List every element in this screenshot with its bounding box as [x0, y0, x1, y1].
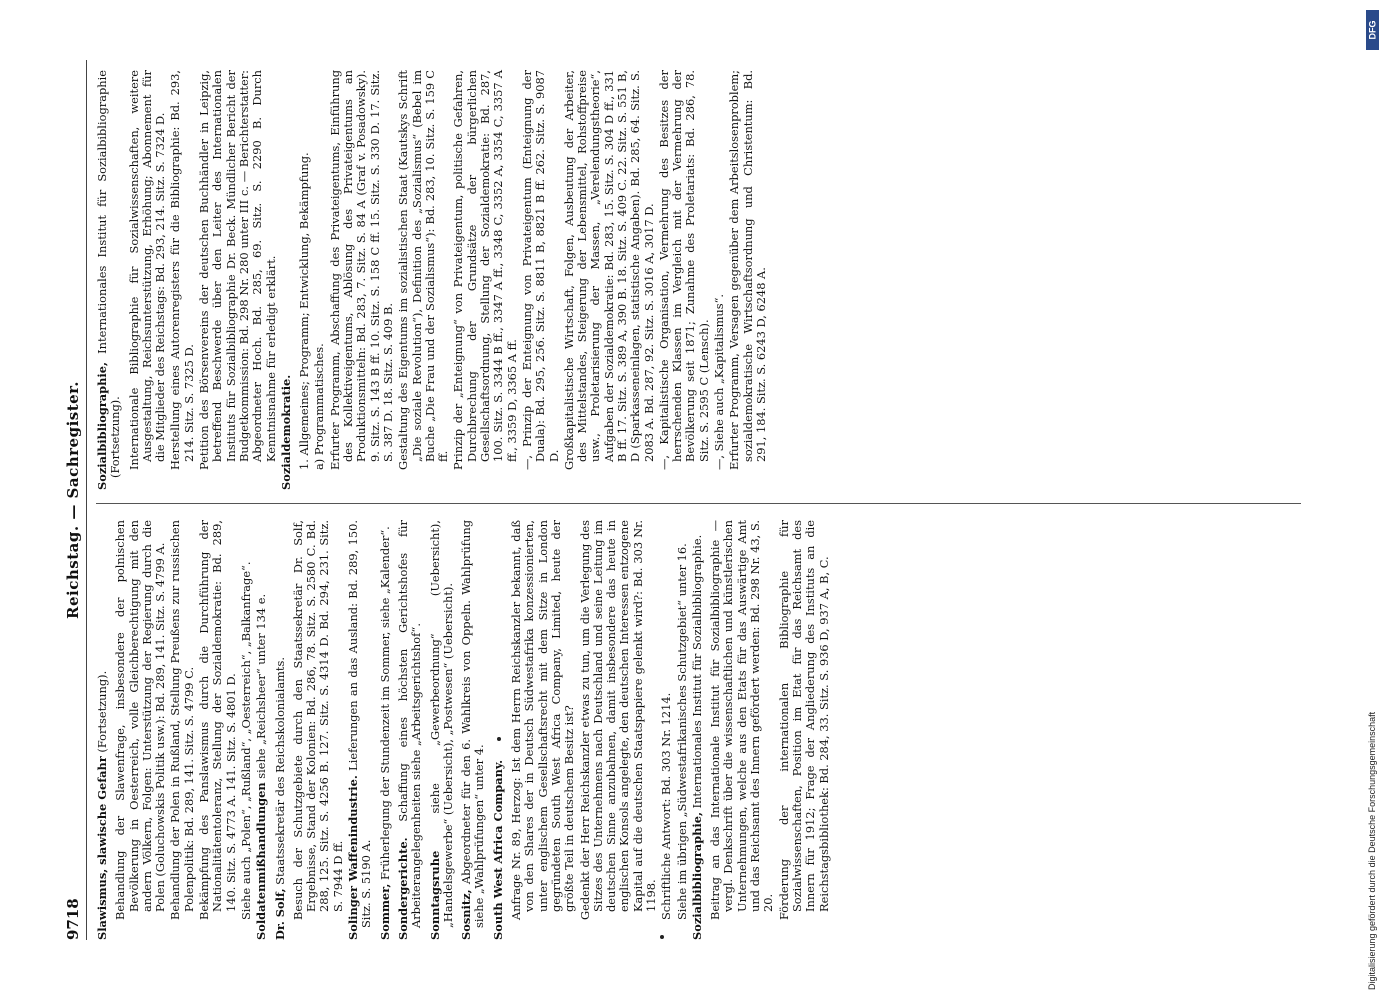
index-subentry: Beitrag an das Internationale Institut für Sozialbibliographie — vergl. Denkschrift über die wissenschaftlichen und künstlerischen Unternehmungen, welche aus den Etats für das Auswärtige Amt und das Reichsamt des Innern gefördert werden: Bd. 298 Nr. 43, S. 20. — [708, 520, 776, 920]
index-entry — [255, 520, 268, 940]
index-entry — [379, 520, 392, 940]
entry-keyword: Sonntagsruhe — [427, 850, 442, 940]
entry-keyword: Sozialdemokratie. — [278, 374, 293, 490]
index-subentry: Großkapitalistische Wirtschaft, Folgen, Ausbeutung der Arbeiter, des Mittelstandes, Steigerung der Lebensmittel, Rohstoffpreise usw., Proletarisierung der Massen, „Verelendungstheorie“, Aufgaben der Sozialdemokratie: Bd. 283, 15. Sitz. S. 304 D ff., 331 B ff. 17. Sitz. S. 389 A, 390 B. 18. Sitz. S. 409 C. 22. Sitz. S. 551 B, D (Sparkasseneinlagen, statistische Angaben). Bd. 285, 64. Sitz. S. 2083 A. Bd. 287, 92. Sitz. S. 3016 A, 3017 D. — [561, 70, 656, 470]
index-subentry: Petition des Börsenvereins der deutschen Buchhändler in Leipzig, betreffend Beschwerde über den Leiter des Internationalen Instituts für Sozialbibliographie Dr. Beck. Mündlicher Bericht der Budgetkommission: Bd. 298 Nr. 280 unter III c. — Berichterstatter: Abgeordneter Hoch. Bd. 285, 69. Sitz. S. 2290 B. Durch Kenntnisnahme für erledigt erklärt. — [197, 70, 278, 470]
index-entry — [280, 70, 293, 490]
entry-text: Früherlegung der Stundenzeit im Sommer, siehe „Kalender“. — [377, 526, 392, 884]
index-subentry: a) Programmatisches. — [312, 343, 327, 470]
dfg-logo: DFG — [1366, 10, 1379, 50]
ink-speck — [660, 935, 664, 939]
left-column — [96, 520, 833, 940]
entry-text: siehe „Gewerbeordnung“ (Uebersicht), „Handelsgewerbe“ (Uebersicht), „Postwesen“ (Uebersicht). — [427, 520, 455, 928]
index-subentry: Herstellung eines Autorenregisters für die Bibliographie: Bd. 293, 214. Sitz. S. 7325 D. — [168, 70, 196, 470]
index-subentry: Gestaltung des Eigentums im sozialistischen Staat (Kautskys Schrift „Die soziale Revolution“), Definition des „Sozialismus“ (Bebel im Buche „Die Frau und der Sozialismus“): Bd. 283, 10. Sitz. S. 159 C ff. — [396, 70, 451, 470]
index-subentry: Gedenkt der Herr Reichskanzler etwas zu tun, um die Verlegung des Sitzes des Unternehmens nach Deutschland und seine Leitung im deutschen Sinne anzubahnen, damit insbesondere das heute in englischen Konsols angelegte, den deutschen Interessen entzogene Kapital auf die deutschen Staatspapiere gelenkt wird?: Bd. 303 Nr. 1198. — [577, 520, 658, 920]
index-subentry: Siehe im übrigen „Südwestafrikanisches Schutzgebiet“ unter 16. — [674, 543, 689, 920]
index-subentry: Prinzip der „Enteignung“ von Privateigentum, politische Gefahren, Durchbrechung der Grundsätze der bürgerlichen Gesellschaftsordnung, Stellung der Sozialdemokratie: Bd. 287, 100. Sitz. S. 3344 B ff., 3347 A ff., 3348 C, 3352 A, 3354 C, 3357 A ff., 3359 D, 3365 A ff. — [451, 70, 519, 470]
entry-text: Lieferungen an das Ausland: Bd. 289, 150. Sitz. S. 5190 A. — [346, 520, 374, 928]
entry-text: (Fortsetzung). — [95, 670, 109, 757]
entry-text: Internationales Institut für Sozialbibliographie (Fortsetzung). — [95, 70, 123, 478]
entry-keyword: Soldatenmißhandlungen — [254, 782, 269, 940]
index-subentry: 1. Allgemeines; Programm; Entwicklung, Bekämpfung. — [297, 152, 312, 470]
index-entry — [397, 520, 424, 940]
index-entry — [429, 520, 456, 940]
index-entry — [691, 520, 704, 940]
digitization-credit: Digitalisierung gefördert durch die Deutsche Forschungsgemeinschaft — [1367, 711, 1377, 990]
entry-keyword: South West Africa Company. — [490, 759, 505, 940]
index-subentry: Anfrage Nr. 89, Herzog: Ist dem Herrn Reichskanzler bekannt, daß von den Shares der in Deutsch Südwestafrika konzessionierten, unter englischem Gesellschaftsrecht mit dem Sitze in London gegründeten South West Africa Company, Limited, heute der größte Teil in deutschem Besitz ist? — [509, 520, 577, 920]
ink-speck — [497, 737, 501, 741]
index-entry — [347, 520, 374, 940]
entry-keyword: Sommer, — [377, 883, 392, 940]
index-entry — [492, 520, 505, 940]
entry-keyword: Solinger Waffenindustrie. — [346, 775, 361, 940]
entry-keyword: Slawismus, slawische Gefahr — [95, 756, 109, 940]
entry-keyword: Dr. Solf, — [272, 888, 287, 940]
right-column — [96, 70, 770, 490]
entry-keyword: Sozialbibliographie, — [689, 812, 704, 940]
index-subentry: Förderung der internationalen Bibliographie für Sozialwissenschaften, Position im Etat für das Reichsamt des Innern für 1912; Frage der Angliederung des Instituts an die Reichstagsbibliothek: Bd. 284, 33. Sitz. S. 936 D, 937 A, B, C. — [776, 520, 831, 920]
index-subentry: Behandlung der Polen in Rußland, Stellung Preußens zur russischen Polenpolitik: Bd. 289, 141. Sitz. S. 4799 C. — [168, 520, 196, 920]
entry-text: Abgeordneter für den 6. Wahlkreis von Oppeln. Wahlprüfung siehe „Wahlprüfungen“ unter 4. — [459, 520, 487, 928]
index-entry — [96, 520, 109, 940]
entry-text: Internationales Institut für Sozialbibliographie. — [689, 534, 704, 813]
index-subentry: Bekämpfung des Panslawismus durch die Durchführung der Nationalitätentoleranz, Stellung der Sozialdemokratie: Bd. 289, 140. Sitz. S. 4773 A. 141. Sitz. S. 4801 D. — [197, 520, 238, 920]
column-divider — [96, 503, 1301, 504]
index-subentry: Besuch der Schutzgebiete durch den Staatssekretär Dr. Solf, Ergebnisse, Stand der Kolonien: Bd. 286, 78. Sitz. S. 2580 C. Bd. 288, 125. Sitz. S. 4256 B. 127. Sitz. S. 4314 D. Bd. 294, 231. Sitz. S. 7944 D ff. — [290, 520, 345, 920]
index-subentry: —, Siehe auch „Kapitalismus“. — [712, 293, 727, 470]
entry-text: Schaffung eines höchsten Gerichtshofes für Arbeiterangelegenheiten siehe „Arbeitsgerichtshof“. — [395, 520, 424, 928]
page-content — [60, 60, 1320, 940]
index-entry — [96, 70, 123, 490]
index-subentry: Behandlung der Slawenfrage, insbesondere der polnischen Bevölkerung in Oesterreich, volle Gleichberechtigung mit den andern Völkern, Folgen: Unterstützung der Regierung durch die Polen (Goluchowskis Politik usw.): Bd. 289, 141. Sitz. S. 4799 A. — [113, 520, 168, 920]
page-number: 9718 — [64, 898, 82, 940]
index-subentry: Erfurter Programm, Abschaffung des Privateigentums, Einführung des Kollektiveigentums, Ablösung des Privateigentums an Produktionsmitteln: Bd. 283, 7. Sitz. S. 84 A (Graf v. Posadowsky). 9. Sitz. S. 143 B ff. 10. Sitz. S. 158 C ff. 15. Sitz. S. 330 D. 17. Sitz. S. 387 D. 18. Sitz. S. 409 B. — [327, 70, 395, 470]
entry-keyword: Sosnitz, — [459, 889, 474, 940]
index-subentry: Schriftliche Antwort: Bd. 303 Nr. 1214. — [659, 692, 674, 920]
page-header — [60, 60, 87, 940]
index-entry — [460, 520, 487, 940]
index-entry — [274, 520, 287, 940]
entry-text: siehe „Reichsheer“ unter 134 e. — [254, 593, 269, 783]
index-subentry: Siehe auch „Polen“, „Rußland“, „Oesterreich“, „Balkanfrage“. — [238, 561, 253, 920]
page-title: Reichstag. — Sachregister. — [64, 381, 82, 619]
entry-keyword: Sozialbibliographie, — [95, 362, 109, 490]
index-subentry: Internationale Bibliographie für Sozialwissenschaften, weitere Ausgestaltung, Reichsunterstützung, Erhöhung; Abonnement für die Mitglieder des Reichstags: Bd. 293, 214. Sitz. S. 7324 D. — [126, 70, 168, 470]
entry-text: Staatssekretär des Reichskolonialamts. — [272, 657, 287, 889]
index-subentry: —, Prinzip der Enteignung von Privateigentum (Enteignung der Duala): Bd. 295, 256. Sitz. S. 8811 B, 8821 B ff. 262. Sitz. S. 9087 D. — [519, 70, 561, 470]
index-subentry: Erfurter Programm, Versagen gegenüber dem Arbeitslosenproblem; sozialdemokratische Wirtschaftsordnung und Christentum: Bd. 291, 184. Sitz. S. 6243 D, 6248 A. — [727, 70, 768, 470]
entry-keyword: Sondergerichte. — [395, 837, 410, 940]
index-subentry: —, Kapitalistische Organisation, Vermehrung des Besitzes der herrschenden Klassen im Vergleich mit der Vermehrung der Bevölkerung seit 1871; Zunahme des Proletariats: Bd. 286, 78. Sitz. S. 2595 C (Lensch). — [656, 70, 711, 470]
